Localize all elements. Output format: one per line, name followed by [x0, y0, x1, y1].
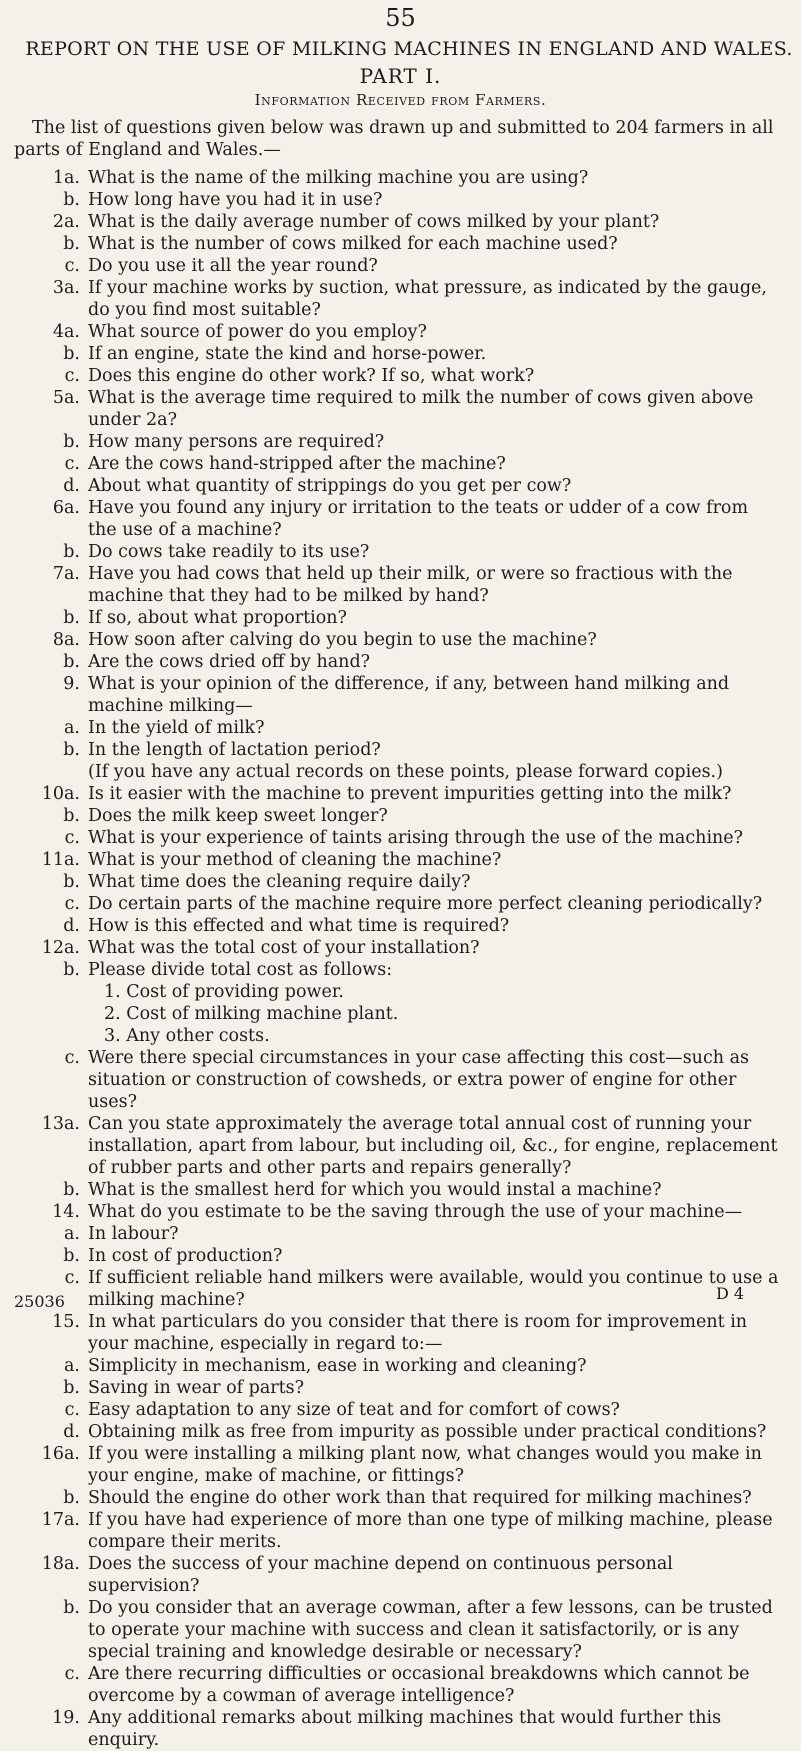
question-text: Any additional remarks about milking machines that would further this enquiry. [88, 1708, 722, 1750]
question-item [0, 651, 801, 673]
question-item [0, 1025, 801, 1047]
question-label: c. [64, 1268, 80, 1288]
question-text: What is your opinion of the difference, if any, between hand milking and machine milking— [88, 674, 730, 716]
question-item [0, 211, 801, 233]
question-item [0, 1553, 801, 1597]
question-label: c. [64, 366, 80, 386]
question-label: b. [63, 432, 80, 452]
question-text: What is the smallest herd for which you would instal a machine? [88, 1180, 662, 1200]
question-label: b. [63, 960, 80, 980]
question-text: Do certain parts of the machine require more perfect cleaning periodically? [88, 894, 763, 914]
question-label: b. [63, 872, 80, 892]
question-item [0, 563, 801, 607]
question-item [0, 871, 801, 893]
report-title: REPORT ON THE USE OF MILKING MACHINES IN ENGLAND AND WALES. [25, 38, 793, 60]
signature-mark: D 4 [716, 1284, 745, 1303]
print-number: 25036 [14, 1292, 65, 1311]
part-heading: PART I. [359, 64, 442, 88]
question-item [0, 1003, 801, 1025]
question-item [0, 673, 801, 717]
question-label: b. [63, 740, 80, 760]
question-label [0, 1003, 80, 1025]
question-text: If you have had experience of more than one type of milking machine, please compare their merits. [88, 1510, 773, 1552]
question-label: 7a. [52, 564, 80, 584]
question-text: What is your experience of taints arising through the use of the machine? [88, 828, 744, 848]
question-label: c. [64, 1048, 80, 1068]
question-text: How soon after calving do you begin to use the machine? [88, 630, 597, 650]
question-text: Have you had cows that held up their milk, or were so fractious with the machine that they had to be milked by hand? [88, 564, 733, 606]
question-label: 14. [52, 1202, 80, 1222]
question-label: c. [64, 1400, 80, 1420]
question-text: What is the name of the milking machine you are using? [88, 168, 589, 188]
question-label: b. [63, 190, 80, 210]
question-label: a. [64, 1224, 80, 1244]
question-text: What is the average time required to milk the number of cows given above under 2a? [88, 388, 754, 430]
question-label: b. [63, 1246, 80, 1266]
question-label: 16a. [41, 1444, 80, 1464]
question-item [0, 805, 801, 827]
question-text: 1. Cost of providing power. [104, 982, 344, 1002]
question-item [0, 1707, 801, 1751]
question-text: About what quantity of strippings do you get per cow? [88, 476, 572, 496]
question-item [0, 343, 801, 365]
question-label: 11a. [41, 850, 80, 870]
question-text: How is this effected and what time is required? [88, 916, 510, 936]
question-item [0, 167, 801, 189]
question-text: What is your method of cleaning the machine? [88, 850, 502, 870]
question-item [0, 717, 801, 739]
question-text: In the yield of milk? [88, 718, 265, 738]
question-item [0, 1443, 801, 1487]
question-label: 18a. [41, 1554, 80, 1574]
question-text: In the length of lactation period? [88, 740, 381, 760]
question-label: 3a. [52, 278, 80, 298]
question-item [0, 827, 801, 849]
question-item [0, 497, 801, 541]
question-item [0, 739, 801, 761]
question-text: Are the cows hand-stripped after the machine? [88, 454, 506, 474]
question-text: Does the milk keep sweet longer? [88, 806, 388, 826]
question-item [0, 387, 801, 431]
question-text: (If you have any actual records on these points, please forward copies.) [88, 762, 723, 782]
question-item [0, 1223, 801, 1245]
question-item [0, 849, 801, 871]
question-text: Are the cows dried off by hand? [88, 652, 371, 672]
question-item [0, 255, 801, 277]
question-item [0, 233, 801, 255]
question-item [0, 1597, 801, 1663]
question-label: d. [63, 476, 80, 496]
question-item [0, 1179, 801, 1201]
question-text: If so, about what proportion? [88, 608, 347, 628]
question-label: 6a. [52, 498, 80, 518]
question-item [0, 453, 801, 475]
question-label: 1a. [52, 168, 80, 188]
question-text: Were there special circumstances in your case affecting this cost—such as situation or construction of cowsheds, or extra power of engine for other uses? [88, 1048, 749, 1112]
question-text: Do you consider that an average cowman, after a few lessons, can be trusted to operate your machine with success and clean it satisfactorily, or is any special training and knowledge desirable or necessary? [88, 1598, 773, 1662]
question-text: Simplicity in mechanism, ease in working and cleaning? [88, 1356, 587, 1376]
question-label: 10a. [41, 784, 80, 804]
question-item [0, 277, 801, 321]
question-item [0, 1113, 801, 1179]
question-item [0, 189, 801, 211]
question-text: Do cows take readily to its use? [88, 542, 370, 562]
question-text: What do you estimate to be the saving through the use of your machine— [88, 1202, 743, 1222]
question-text: Do you use it all the year round? [88, 256, 378, 276]
question-label: 19. [52, 1708, 80, 1728]
question-label: c. [64, 256, 80, 276]
question-text: In labour? [88, 1224, 179, 1244]
question-label: c. [64, 828, 80, 848]
question-item [0, 629, 801, 651]
question-label: b. [63, 542, 80, 562]
question-label: c. [64, 454, 80, 474]
question-item [0, 1355, 801, 1377]
question-item [0, 893, 801, 915]
question-text: What was the total cost of your installation? [88, 938, 480, 958]
question-item [0, 1663, 801, 1707]
question-label: b. [63, 1180, 80, 1200]
question-text: 3. Any other costs. [104, 1026, 270, 1046]
question-text: How long have you had it in use? [88, 190, 383, 210]
question-text: In what particulars do you consider that there is room for improvement in your machine, especially in regard to:— [88, 1312, 748, 1354]
question-item [0, 607, 801, 629]
question-label: 5a. [52, 388, 80, 408]
question-text: Saving in wear of parts? [88, 1378, 305, 1398]
question-text: What time does the cleaning require daily? [88, 872, 471, 892]
question-text: Have you found any injury or irritation to the teats or udder of a cow from the use of a machine? [88, 498, 749, 540]
question-item [0, 1245, 801, 1267]
question-label: b. [63, 608, 80, 628]
question-label: 17a. [41, 1510, 80, 1530]
question-text: In cost of production? [88, 1246, 283, 1266]
question-label: b. [63, 1488, 80, 1508]
question-text: Easy adaptation to any size of teat and for comfort of cows? [88, 1400, 620, 1420]
question-text: 2. Cost of milking machine plant. [104, 1004, 399, 1024]
question-label: b. [63, 234, 80, 254]
question-text: Are there recurring difficulties or occasional breakdowns which cannot be overcome by a cowman of average intelligence? [88, 1664, 750, 1706]
question-item [0, 1377, 801, 1399]
section-heading: Information Received from Farmers. [254, 91, 547, 109]
question-label [0, 981, 80, 1003]
question-text: What is the daily average number of cows milked by your plant? [88, 212, 660, 232]
question-item [0, 1047, 801, 1113]
question-label: b. [63, 652, 80, 672]
question-label: a. [64, 718, 80, 738]
question-label [0, 1025, 80, 1047]
question-text: Can you state approximately the average total annual cost of running your installation, apart from labour, but including oil, &c., for engine, replacement of rubber parts and other parts and repairs generally? [88, 1114, 778, 1178]
question-item [0, 981, 801, 1003]
question-label: b. [63, 344, 80, 364]
page-number: 55 [385, 4, 416, 32]
question-item [0, 1399, 801, 1421]
question-label: 15. [52, 1312, 80, 1332]
question-text: If you were installing a milking plant now, what changes would you make in your engine, make of machine, or fittings? [88, 1444, 762, 1486]
question-text: Is it easier with the machine to prevent impurities getting into the milk? [88, 784, 732, 804]
question-item [0, 783, 801, 805]
question-label: 9. [63, 674, 80, 694]
question-label: d. [63, 916, 80, 936]
question-label: b. [63, 1378, 80, 1398]
question-label: b. [63, 1598, 80, 1618]
question-text: Obtaining milk as free from impurity as possible under practical conditions? [88, 1422, 767, 1442]
question-text: What source of power do you employ? [88, 322, 427, 342]
question-item [0, 431, 801, 453]
question-label: 2a. [52, 212, 80, 232]
question-item [0, 365, 801, 387]
question-text: Does this engine do other work? If so, what work? [88, 366, 535, 386]
question-label: 8a. [52, 630, 80, 650]
question-text: What is the number of cows milked for each machine used? [88, 234, 618, 254]
question-item [0, 761, 801, 783]
question-item [0, 937, 801, 959]
question-label: d. [63, 1422, 80, 1442]
question-item [0, 1201, 801, 1223]
question-text: Does the success of your machine depend on continuous personal supervision? [88, 1554, 673, 1596]
question-item [0, 1487, 801, 1509]
question-label [0, 761, 80, 783]
question-label: 4a. [52, 322, 80, 342]
question-item [0, 959, 801, 981]
question-label: 12a. [41, 938, 80, 958]
question-label: 13a. [41, 1114, 80, 1134]
question-label: b. [63, 806, 80, 826]
question-text: If your machine works by suction, what pressure, as indicated by the gauge, do you find most suitable? [88, 278, 767, 320]
question-label: c. [64, 1664, 80, 1684]
question-item [0, 915, 801, 937]
question-item [0, 475, 801, 497]
question-text: Please divide total cost as follows: [88, 960, 393, 980]
question-item [0, 1509, 801, 1553]
question-item [0, 1421, 801, 1443]
question-text: How many persons are required? [88, 432, 385, 452]
question-text: If sufficient reliable hand milkers were available, would you continue to use a milking machine? [88, 1268, 779, 1310]
question-item [0, 321, 801, 343]
question-label: c. [64, 894, 80, 914]
question-list [0, 167, 801, 1751]
intro-paragraph: The list of questions given below was drawn up and submitted to 204 farmers in all parts of England and Wales.— [14, 118, 774, 160]
question-text: If an engine, state the kind and horse-power. [88, 344, 487, 364]
question-text: Should the engine do other work than that required for milking machines? [88, 1488, 752, 1508]
question-item [0, 541, 801, 563]
question-label: a. [64, 1356, 80, 1376]
